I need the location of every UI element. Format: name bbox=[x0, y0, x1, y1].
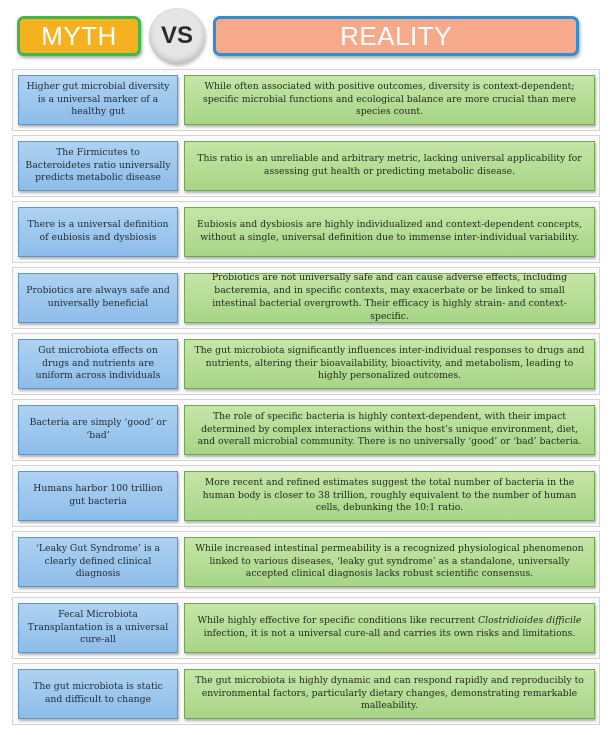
comparison-row bbox=[12, 597, 600, 659]
vs-badge: VS bbox=[149, 8, 205, 64]
reality-cell: The gut microbiota is highly dynamic and can respond rapidly and reproducibly to environmental factors, particularly dietary changes, demonstrating remarkable malleability. bbox=[184, 669, 595, 719]
myth-cell: There is a universal definition of eubiosis and dysbiosis bbox=[18, 207, 178, 257]
comparison-row bbox=[12, 267, 600, 329]
reality-cell: More recent and refined estimates suggest the total number of bacteria in the human body is closer to 38 trillion, roughly equivalent to the number of human cells, debunking the 10:1 ratio. bbox=[184, 471, 595, 521]
myth-cell: Fecal Microbiota Transplantation is a universal cure-all bbox=[18, 603, 178, 653]
myth-cell: Probiotics are always safe and universally beneficial bbox=[18, 273, 178, 323]
reality-cell: Eubiosis and dysbiosis are highly individualized and context-dependent concepts, without a single, universal definition due to immense inter-individual variability. bbox=[184, 207, 595, 257]
reality-cell: Probiotics are not universally safe and can cause adverse effects, including bacteremia, and in specific contexts, may exacerbate or be linked to small intestinal bacterial overgrowth. Their efficacy is highly strain- and context-specific. bbox=[184, 273, 595, 323]
myth-cell: The Firmicutes to Bacteroidetes ratio universally predicts metabolic disease bbox=[18, 141, 178, 191]
myth-cell: Higher gut microbial diversity is a universal marker of a healthy gut bbox=[18, 75, 178, 125]
reality-header: REALITY bbox=[213, 16, 579, 56]
comparison-row bbox=[12, 135, 600, 197]
reality-cell: The role of specific bacteria is highly context-dependent, with their impact determined by complex interactions within the host’s unique environment, diet, and overall microbial community. There is no universally ‘good’ or ‘bad’ bacteria. bbox=[184, 405, 595, 455]
comparison-row bbox=[12, 663, 600, 725]
reality-cell: While often associated with positive outcomes, diversity is context-dependent; specific microbial functions and ecological balance are more crucial than mere species count. bbox=[184, 75, 595, 125]
comparison-row bbox=[12, 201, 600, 263]
reality-cell bbox=[184, 603, 595, 653]
reality-text-post: infection, it is not a universal cure-all and carries its own risks and limitations. bbox=[203, 628, 576, 639]
comparison-row bbox=[12, 333, 600, 395]
myth-cell: ‘Leaky Gut Syndrome’ is a clearly defined clinical diagnosis bbox=[18, 537, 178, 587]
myth-header: MYTH bbox=[17, 16, 141, 56]
comparison-row bbox=[12, 69, 600, 131]
myth-cell: Bacteria are simply ‘good’ or ‘bad’ bbox=[18, 405, 178, 455]
reality-cell: While increased intestinal permeability is a recognized physiological phenomenon linked to various diseases, ‘leaky gut syndrome’ as a standalone, universally accepted clinical diagnosis lacks robust scientific consensus. bbox=[184, 537, 595, 587]
reality-cell: The gut microbiota significantly influences inter-individual responses to drugs and nutrients, altering their bioavailability, bioactivity, and metabolism, leading to highly personalized outcomes. bbox=[184, 339, 595, 389]
reality-text-pre: While highly effective for specific conditions like recurrent bbox=[197, 615, 478, 627]
reality-cell: This ratio is an unreliable and arbitrary metric, lacking universal applicability for assessing gut health or predicting metabolic disease. bbox=[184, 141, 595, 191]
myth-cell: Humans harbor 100 trillion gut bacteria bbox=[18, 471, 178, 521]
myth-cell: Gut microbiota effects on drugs and nutrients are uniform across individuals bbox=[18, 339, 178, 389]
comparison-row bbox=[12, 465, 600, 527]
reality-text-organism: Clostridioides difficile bbox=[478, 615, 582, 627]
myth-cell: The gut microbiota is static and difficult to change bbox=[18, 669, 178, 719]
comparison-row bbox=[12, 399, 600, 461]
comparison-row bbox=[12, 531, 600, 593]
